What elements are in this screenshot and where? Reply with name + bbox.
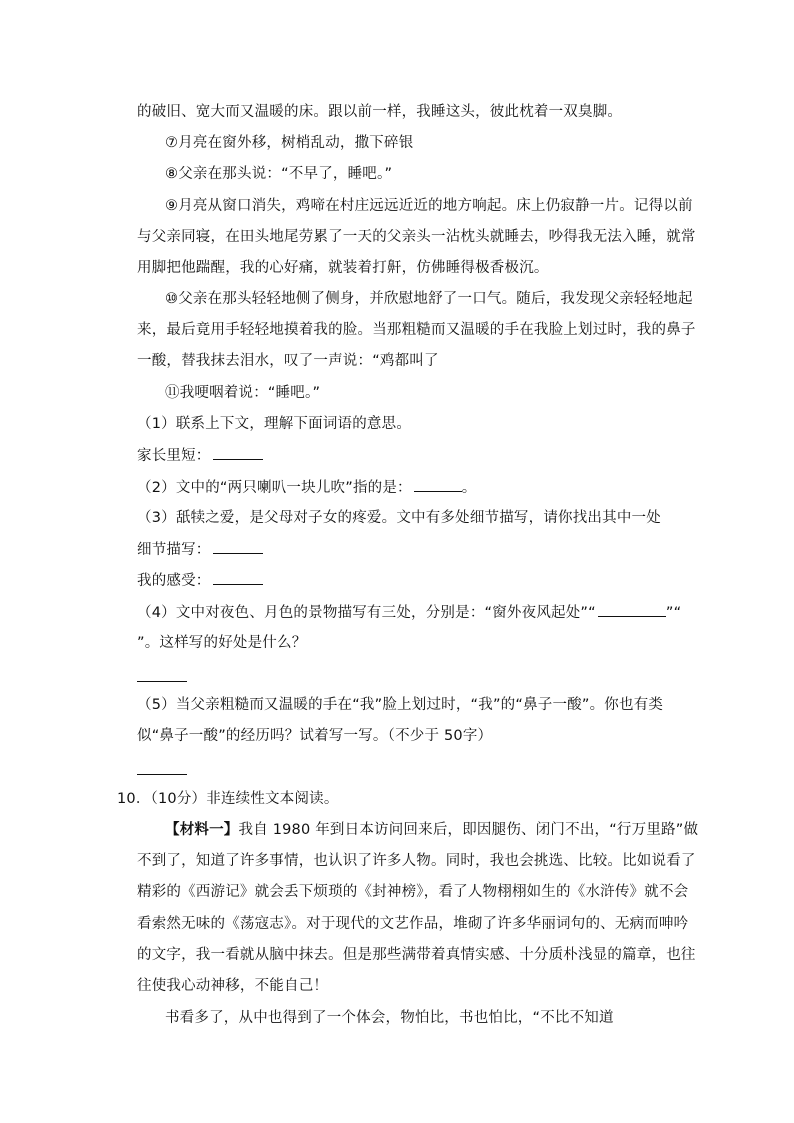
- answer-blank[interactable]: [598, 602, 666, 617]
- question-3-feeling: [137, 570, 263, 591]
- question-3-feeling-label: 我的感受：: [137, 573, 211, 589]
- passage-paragraph-9-line-3: 用脚把他踹醒，我的心好痛，就装着打鼾，仿佛睡得极香极沉。: [137, 260, 549, 276]
- passage-paragraph-10-line-2: 来，最后竟用手轻轻地摸着我的脸。当那粗糙而又温暖的手在我脸上划过时，我的鼻子: [137, 322, 696, 338]
- material-1-line-4: 看索然无味的《荡寇志》。对于现代的文艺作品，堆砌了许多华丽词句的、无病而呻吟: [137, 916, 689, 932]
- answer-blank[interactable]: [213, 570, 263, 585]
- material-1-line-5: 的文字，我一看就从脑中抹去。但是那些满带着真情实感、十分质朴浅显的篇章，也往: [137, 947, 696, 963]
- question-3: （3）舐犊之爱，是父母对子女的疼爱。文中有多处细节描写，请你找出其中一处: [137, 510, 661, 526]
- question-4: [137, 602, 681, 623]
- passage-paragraph-7: ⑦月亮在窗外移，树梢乱动，撒下碎银: [165, 135, 414, 151]
- question-4-text: （4）文中对夜色、月色的景物描写有三处，分别是：“窗外夜风起处”“: [137, 605, 596, 621]
- question-1: （1）联系上下文，理解下面词语的意思。: [137, 416, 412, 432]
- answer-blank[interactable]: [213, 445, 263, 460]
- passage-paragraph-11: ⑪我哽咽着说：“睡吧。”: [165, 385, 321, 401]
- question-1-item: [137, 445, 263, 466]
- material-1-line-3: 精彩的《西游记》就会丢下烦琐的《封神榜》，看了人物栩栩如生的《水浒传》就不会: [137, 884, 689, 900]
- question-2-text: （2）文中的“两只喇叭一块儿吹”指的是：: [137, 480, 412, 496]
- question-4-quote-separator: ”“: [665, 605, 682, 621]
- material-1-line-2: 不到了，知道了许多事情，也认识了许多人物。同时，我也会挑选、比较。比如说看了: [137, 853, 696, 869]
- material-1-label: 【材料一】: [165, 822, 239, 838]
- question-5-line-1: （5）当父亲粗糙而又温暖的手在“我”脸上划过时，“我”的“鼻子一酸”。你也有类: [137, 697, 664, 713]
- question-1-term: 家长里短：: [137, 448, 211, 464]
- material-1-line-6: 往使我心动神移，不能自己！: [137, 978, 329, 994]
- question-3-detail-label: 细节描写：: [137, 542, 211, 558]
- answer-line[interactable]: [137, 681, 187, 682]
- passage-paragraph-10-line-3: 一酸，替我抹去泪水，叹了一声说：“鸡都叫了: [137, 353, 439, 369]
- question-5-line-2: 似“鼻子一酸”的经历吗？试着写一写。（不少于 50字）: [137, 728, 493, 744]
- question-2-end: 。: [461, 480, 477, 496]
- passage-paragraph-8: ⑧父亲在那头说：“不早了，睡吧。”: [165, 166, 393, 182]
- answer-line[interactable]: [137, 774, 187, 775]
- question-3-detail: [137, 539, 263, 560]
- answer-blank[interactable]: [213, 539, 263, 554]
- material-1-line-7: 书看多了，从中也得到了一个体会，物怕比，书也怕比，“不比不知道: [165, 1010, 614, 1026]
- question-10-heading: 10．（10分）非连续性文本阅读。: [117, 791, 339, 807]
- passage-paragraph-9-line-2: 与父亲同寝，在田头地尾劳累了一天的父亲头一沾枕头就睡去，吵得我无法入睡，就常: [137, 229, 696, 245]
- passage-paragraph-6-tail: 的破旧、宽大而又温暖的床。跟以前一样，我睡这头，彼此枕着一双臭脚。: [137, 104, 623, 120]
- passage-paragraph-10-line-1: ⑩父亲在那头轻轻地侧了侧身，并欣慰地舒了一口气。随后，我发现父亲轻轻地起: [165, 291, 693, 307]
- question-2: [137, 477, 476, 498]
- material-1-line-1: [165, 820, 698, 840]
- material-1-text: 我自 1980 年到日本访问回来后，即因腿伤、闭门不出，“行万里路”做: [238, 822, 699, 838]
- question-4-line-2: ”。这样写的好处是什么？: [137, 635, 307, 651]
- passage-paragraph-9-line-1: ⑨月亮从窗口消失，鸡啼在村庄远远近近的地方响起。床上仍寂静一片。记得以前: [165, 198, 693, 214]
- answer-blank[interactable]: [414, 477, 462, 492]
